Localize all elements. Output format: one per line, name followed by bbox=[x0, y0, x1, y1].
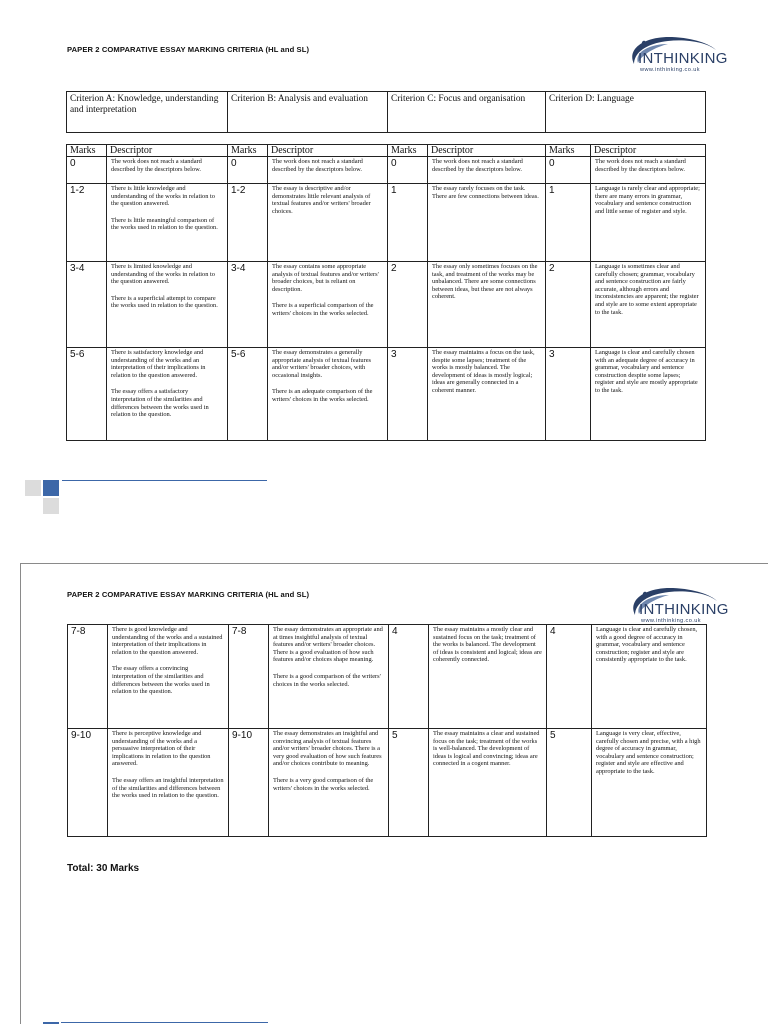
descriptor-cell bbox=[429, 625, 547, 729]
descriptor-cell bbox=[107, 262, 228, 348]
descriptor-cell bbox=[428, 184, 546, 262]
inthinking-logo bbox=[613, 581, 729, 627]
descriptor-cell bbox=[268, 157, 388, 184]
marks-cell: 1-2 bbox=[228, 184, 268, 262]
descriptor-cell bbox=[107, 348, 228, 441]
descriptor-text: The essay demonstrates an insightful and convincing analysis of textual features and/or writers' broader choices. There is a very good evaluation of how such features and/or choices contribute to meaning. bbox=[273, 730, 382, 768]
descriptor-text: The essay only sometimes focuses on the task, and treatment of the works may be unbalanced. There are some connections between ideas, but these are not always coherent. bbox=[432, 263, 538, 301]
descriptor-cell bbox=[592, 729, 707, 837]
total-marks: Total: 30 Marks bbox=[67, 863, 140, 874]
descriptor-header: Descriptor bbox=[268, 145, 388, 157]
grid-header-row bbox=[67, 145, 706, 157]
marks-cell: 5-6 bbox=[228, 348, 268, 441]
descriptor-cell bbox=[268, 348, 388, 441]
criteria-row bbox=[67, 262, 706, 348]
logo-wordmark: INTHINKING bbox=[639, 601, 729, 618]
descriptor-text: The essay maintains a mostly clear and sustained focus on the task; treatment of the works is balanced. The development of ideas is consistent and logical; ideas are coherently connected. bbox=[433, 626, 542, 664]
marking-grid-page-1 bbox=[66, 144, 706, 441]
descriptor-text: The work does not reach a standard described by the descriptors below. bbox=[595, 158, 686, 173]
decorative-square bbox=[43, 480, 59, 496]
marks-cell: 1 bbox=[546, 184, 591, 262]
marks-cell: 3 bbox=[546, 348, 591, 441]
descriptor-header: Descriptor bbox=[591, 145, 706, 157]
criteria-row bbox=[68, 729, 707, 837]
criterion-b-heading: Criterion B: Analysis and evaluation bbox=[228, 92, 388, 133]
descriptor-cell bbox=[107, 157, 228, 184]
marks-cell: 9-10 bbox=[229, 729, 269, 837]
footer-rule bbox=[62, 480, 267, 481]
descriptor-text: There is satisfactory knowledge and understanding of the works and an interpretation of their implications in relation to the question answered. bbox=[111, 349, 206, 379]
marks-cell: 5-6 bbox=[67, 348, 107, 441]
criteria-header-table bbox=[66, 91, 706, 133]
marks-cell: 5 bbox=[547, 729, 592, 837]
descriptor-text: The essay demonstrates an appropriate and at times insightful analysis of textual features and/or writers' broader choices. There is a good evaluation of how such features and/or choices shape meaning. bbox=[273, 626, 383, 664]
marks-cell: 3 bbox=[388, 348, 428, 441]
descriptor-text: There is little meaningful comparison of the works used in relation to the question. bbox=[111, 216, 218, 232]
document-page-2 bbox=[20, 563, 768, 1024]
descriptor-text: There is good knowledge and understanding of the works and a sustained interpretation of their implications in relation to the question answered. bbox=[112, 626, 223, 656]
marks-cell: 0 bbox=[546, 157, 591, 184]
descriptor-cell bbox=[591, 184, 706, 262]
descriptor-cell bbox=[428, 262, 546, 348]
descriptor-text: There is little knowledge and understanding of the works in relation to the question answered. bbox=[111, 185, 216, 208]
decorative-square bbox=[43, 498, 59, 514]
criteria-row bbox=[67, 348, 706, 441]
descriptor-text: There is a good comparison of the writers' choices in the works selected. bbox=[273, 672, 381, 688]
descriptor-cell bbox=[269, 729, 389, 837]
descriptor-text: There is an adequate comparison of the writers' choices in the works selected. bbox=[272, 388, 373, 403]
marks-cell: 0 bbox=[67, 157, 107, 184]
inthinking-logo bbox=[612, 30, 728, 76]
descriptor-text: Language is very clear, effective, carefully chosen and precise, with a high degree of accuracy in grammar, vocabulary and sentence construction; register and style are effective and appropriate to the task. bbox=[596, 730, 701, 775]
marks-header: Marks bbox=[388, 145, 428, 157]
descriptor-text: Language is clear and carefully chosen with an adequate degree of accuracy in grammar, vocabulary and sentence construction despite some lapses; register and style are mostly appropriate to the task. bbox=[595, 349, 698, 394]
marks-cell: 2 bbox=[388, 262, 428, 348]
criterion-c-heading: Criterion C: Focus and organisation bbox=[388, 92, 546, 133]
marks-header: Marks bbox=[546, 145, 591, 157]
marks-cell: 1 bbox=[388, 184, 428, 262]
marks-cell: 3-4 bbox=[67, 262, 107, 348]
descriptor-cell bbox=[108, 625, 229, 729]
marking-grid-page-2 bbox=[67, 624, 707, 837]
marks-cell: 9-10 bbox=[68, 729, 108, 837]
logo-url: www.inthinking.co.uk bbox=[641, 618, 701, 624]
criteria-row bbox=[67, 157, 706, 184]
marks-cell: 4 bbox=[547, 625, 592, 729]
descriptor-header: Descriptor bbox=[428, 145, 546, 157]
marks-cell: 7-8 bbox=[68, 625, 108, 729]
marks-cell: 7-8 bbox=[229, 625, 269, 729]
marks-cell: 4 bbox=[389, 625, 429, 729]
descriptor-cell bbox=[591, 348, 706, 441]
descriptor-text: There is a superficial attempt to compare the works used in relation to the question. bbox=[111, 294, 218, 310]
decorative-square bbox=[25, 480, 41, 496]
descriptor-text: Language is rarely clear and appropriate; there are many errors in grammar, vocabulary and sentence construction and little sense of register and style. bbox=[595, 185, 700, 215]
criteria-row bbox=[67, 184, 706, 262]
descriptor-cell bbox=[591, 157, 706, 184]
logo-url: www.inthinking.co.uk bbox=[640, 67, 700, 73]
marks-header: Marks bbox=[67, 145, 107, 157]
marks-header: Marks bbox=[228, 145, 268, 157]
descriptor-text: The work does not reach a standard described by the descriptors below. bbox=[272, 158, 363, 173]
footer-rule bbox=[61, 1022, 268, 1023]
descriptor-cell bbox=[268, 262, 388, 348]
descriptor-cell bbox=[108, 729, 229, 837]
marks-cell: 5 bbox=[389, 729, 429, 837]
descriptor-text: The essay offers an insightful interpretation of the similarities and differences between the works used in relation to the question. bbox=[112, 776, 224, 800]
descriptor-cell bbox=[429, 729, 547, 837]
descriptor-text: The essay offers a convincing interpretation of the similarities and differences between the works used in relation to the question. bbox=[112, 665, 210, 696]
descriptor-text: The essay demonstrates a generally appropriate analysis of textual features and/or writers' broader choices, with occasional insights. bbox=[272, 349, 372, 379]
descriptor-text: The work does not reach a standard described by the descriptors below. bbox=[111, 158, 202, 173]
descriptor-header: Descriptor bbox=[107, 145, 228, 157]
descriptor-text: The work does not reach a standard described by the descriptors below. bbox=[432, 158, 523, 173]
descriptor-cell bbox=[428, 348, 546, 441]
descriptor-text: There is a superficial comparison of the writers' choices in the works selected. bbox=[272, 302, 374, 317]
page-title: PAPER 2 COMPARATIVE ESSAY MARKING CRITERIA (HL and SL) bbox=[67, 590, 310, 599]
marks-cell: 0 bbox=[228, 157, 268, 184]
descriptor-text: The essay offers a satisfactory interpretation of the similarities and differences between the works used in relation to the question. bbox=[111, 388, 209, 419]
criterion-a-heading: Criterion A: Knowledge, understanding and interpretation bbox=[67, 92, 228, 133]
page-title: PAPER 2 COMPARATIVE ESSAY MARKING CRITERIA (HL and SL) bbox=[67, 45, 310, 54]
descriptor-cell bbox=[107, 184, 228, 262]
descriptor-text: Language is sometimes clear and carefully chosen; grammar, vocabulary and sentence construction are fairly accurate, although errors and inconsistencies are apparent; the register and style are to some extent appropriate to the task. bbox=[595, 263, 699, 316]
descriptor-cell bbox=[591, 262, 706, 348]
descriptor-text: The essay contains some appropriate analysis of textual features and/or writers' broader choices, but is reliant on description. bbox=[272, 263, 379, 293]
descriptor-cell bbox=[592, 625, 707, 729]
descriptor-text: There is perceptive knowledge and understanding of the works and a persuasive interpretation of their implications in relation to the question answered. bbox=[112, 730, 211, 768]
descriptor-text: The essay maintains a focus on the task, despite some lapses; treatment of the works is mostly balanced. The development of ideas is mostly logical; ideas are generally connected in a coherent manner. bbox=[432, 349, 535, 394]
logo-wordmark: INTHINKING bbox=[638, 50, 728, 67]
descriptor-text: The essay is descriptive and/or demonstrates little relevant analysis of textual features and/or writers' broader choices. bbox=[272, 185, 371, 215]
descriptor-text: The essay maintains a clear and sustained focus on the task; treatment of the works is well-balanced. The development of ideas is logical and convincing; ideas are connected in a cogent manner. bbox=[433, 730, 540, 768]
criteria-row bbox=[68, 625, 707, 729]
descriptor-cell bbox=[428, 157, 546, 184]
descriptor-cell bbox=[268, 184, 388, 262]
marks-cell: 0 bbox=[388, 157, 428, 184]
marks-cell: 2 bbox=[546, 262, 591, 348]
descriptor-text: Language is clear and carefully chosen, with a good degree of accuracy in grammar, vocabulary and sentence construction; register and style are consistently appropriate to the task. bbox=[596, 626, 698, 664]
criterion-d-heading: Criterion D: Language bbox=[546, 92, 706, 133]
marks-cell: 3-4 bbox=[228, 262, 268, 348]
descriptor-text: There is a very good comparison of the writers' choices in the works selected. bbox=[273, 776, 374, 792]
descriptor-cell bbox=[269, 625, 389, 729]
marks-cell: 1-2 bbox=[67, 184, 107, 262]
descriptor-text: There is limited knowledge and understanding of the works in relation to the question answered. bbox=[111, 263, 216, 286]
descriptor-text: The essay rarely focuses on the task. There are few connections between ideas. bbox=[432, 185, 539, 200]
